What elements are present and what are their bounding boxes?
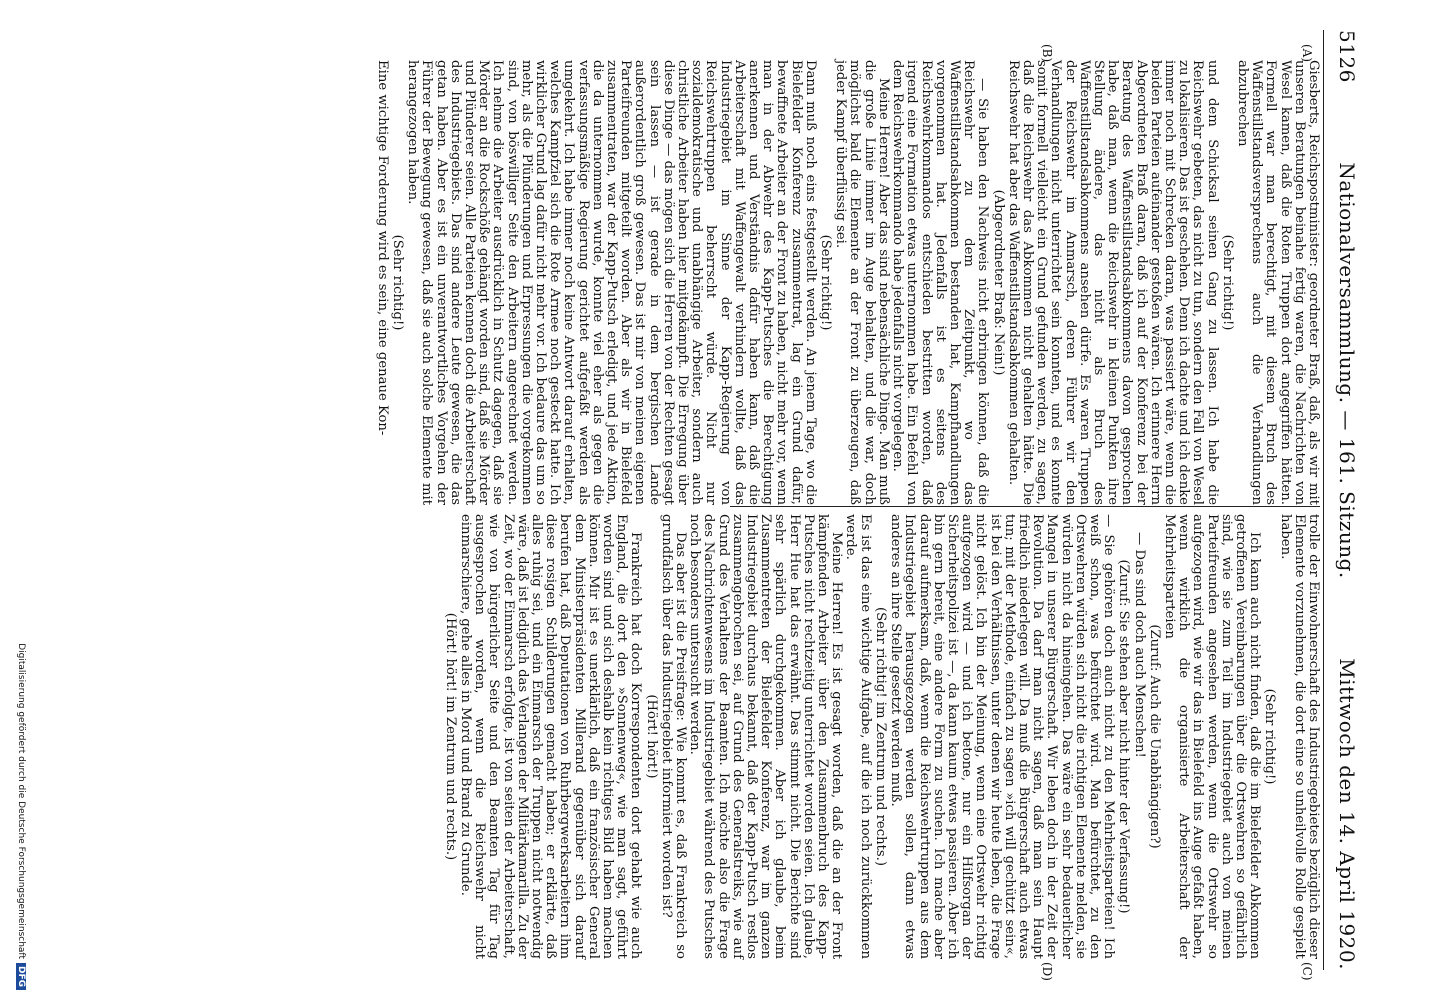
- paragraph: Eine wichtige Forderung wird es sein, eine genaue Kon-: [374, 60, 390, 436]
- interjection: (Hört! hört!): [643, 694, 659, 779]
- interjection: (Sehr richtig! im Zentrum und rechts.): [872, 606, 888, 866]
- interjection: (Abgeordneter Braß: Nein!): [990, 189, 1006, 376]
- header-rule: [1323, 30, 1324, 970]
- paragraph: Es ist das eine wichtige Aufgabe, auf die ich noch zurückkommen werde.: [843, 514, 873, 959]
- paragraph: trolle der Einwohnerschaft des Industriegebietes bezüglich dieser Elemente vorzunehmen, die dort eine so unheilvolle Rolle gespielt haben.: [1277, 514, 1321, 959]
- paragraph: — Sie haben den Nachweis nicht erbringen können, daß die Reichswehr zu dem Zeitpunkt, wo das Waffenstillstandsabkommen bestanden hat, Kampfhandlungen vorgenommen hat. Jedenfalls ist es seitens des Reichswehrkommandos entschieden bestritten worden, daß irgend eine Formation etwas unternommen habe. Ein Befehl von dem Reichswehrkommando habe jedenfalls nicht vorgelegen.: [890, 60, 991, 505]
- interjection: (Sehr richtig!): [390, 234, 405, 331]
- interjection: (Zuruf: Auch die Unabhängigen?): [1146, 624, 1162, 849]
- column-divider: [730, 506, 1320, 507]
- session-date: Mittwoch den 14. April 1920.: [1335, 658, 1359, 970]
- session-title: Nationalversammlung. — 161. Sitzung.: [1335, 162, 1359, 579]
- paragraph: Meine Herren! Aber das sind nebensächliche Dinge. Man muß die große Linie immer im Auge behalten, und die war, doch möglichst bald die Elemente an der Front zu überzeugen, daß jeder Kampf überflüssig sei.: [833, 60, 891, 505]
- left-column: [374, 60, 1321, 506]
- margin-marker-b: (B): [1040, 44, 1054, 63]
- paragraph: Giesberts, Reichspostminister: geordneter Braß, daß, als wir mit unseren Beratungen beinahe fertig waren, die Nachrichten von Wesel kamen, daß die Roten Truppen dort angegriffen hätten. Formell war man berechtigt, mit diesem Bruch des Waffenstillstandsversprechens auch die Verhandlungen abzubrechen: [1234, 60, 1321, 505]
- paragraph: Dann muß noch eins festgestellt werden. An jenem Tage, wo die Bielefelder Konferenz zusammentrat, lag ein Grund dafür, bewaffnete Arbeiter an der Front zu haben, nicht mehr vor, wenn man in der Abwehr des Kapp-Putsches die Berechtigung anerkennen und Verständnis dafür haben kann, daß die Arbeiterschaft mit Waffengewalt verhindern wollte, daß das Industriegebiet im Sinne der Kapp-Regierung von Reichswehrtruppen beherrscht würde. Nicht nur sozialdemokratische und unabhängige Arbeiter, sondern auch christliche Arbeiter haben hier mitgekämpft. Die Erregung über diese Dinge — das mögen sich die Herren von der Rechten gesagt sein lassen — ist gerade in dem bergischen Lande außerordentlich groß gewesen. Das ist mir von meinen eigenen Parteifreunden mitgeteilt worden. Aber als wir in Bielefeld zusammentraten, war der Kapp-Putsch erledigt, und jede Aktion, die da unternommen wurde, konnte viel eher als gegen die verfassungsmäßige Regierung gerichtet aufgefaßt werden als umgekehrt. Ich habe immer noch keine Antwort darauf erhalten, welches Kampfziel sich die Rote Armee noch gesteckt hatte. Ich wirklicher Grund lag dafür nicht mehr vor. Ich bedaure das um so mehr, als die Plünderungen und Erpressungen die vorgekommen sind, von böswilliger Seite den Arbeitern angerechnet werden. Ich nehme die Arbeiter ausdrücklich in Schutz dagegen, daß sie Mörder an die Rockschöße gehängt worden sind, daß sie Mörder und Plünderer seien. Alle Parteien kennen doch die Arbeiterschaft des Industriegebiets. Das sind andere Leute gewesen, die das getan haben. Aber es ist ein unverantwortliches Vorgehen der Führer der Bewegung gewesen, daß sie auch solche Elemente mit herangezogen haben.: [405, 60, 818, 506]
- paragraph: und dem Schicksal seinen Gang zu lassen. Ich habe die Reichswehr gebeten, das nicht zu tun, sondern den Fall von Wesel zu lokalisieren. Das ist geschehen. Denn ich dachte und ich denke immer noch mit Schrecken daran, was passiert wäre, wenn die beiden Parteien aufeinander gestoßen wären. Ich erinnere Herrn Abgeordneten Braß daran, daß ich auf der Konferenz bei der Beratung des Waffenstillstandsabkommens davon gesprochen habe, daß man, wenn die Reichswehr in kleinen Punkten ihre Stellung ändere, das nicht als Bruch des Waffenstillstandsabkommens ansehen dürfe. Es waren Truppen der Reichswehr im Anmarsch, deren Führer wir den Verhandlungen nicht unterrichtet sein konnten, und es konnte somit formell vielleicht ein Grund gefunden werden, zu sagen, daß die Reichswehr das Abkommen nicht gehalten hätte. Die Reichswehr hat aber das Waffenstillstandsabkommen gehalten.: [1005, 60, 1220, 505]
- right-column: [442, 514, 1321, 959]
- interjection: (Hört! hört! im Zentrum und rechts.): [442, 612, 458, 861]
- margin-marker-d: (D): [1040, 962, 1054, 981]
- credit-text: Digitalisierung gefördert durch die Deutsche Forschungsgemeinschaft: [16, 643, 26, 959]
- page-header: [1328, 30, 1366, 970]
- paragraph: Das aber ist die Preisfrage: Wie kommt es, daß Frankreich so grundfalsch über das Industriegebiet informiert worden ist?: [658, 514, 689, 959]
- digitization-credit: [16, 580, 26, 990]
- paragraph: Frankreich hat doch Korrespondenten dort gehabt wie auch England, die dort den »Sonnenweg«, wie man sagt, geführt worden sind und sich deshalb kein richtiges Bild haben machen können. Mir ist es unerklärlich, daß ein französischer General dem Ministerpräsidenten Millerand gegenüber sich darauf berufen hat, daß Deputationen von Ruhrbergwerksarbeitern ihm diese rosigen Schilderungen gemacht haben; er erklärte, daß alles ruhig sei, und ein Einmarsch der Truppen nicht notwendig wäre, daß ist lediglich das Verlangen der Militärkamarilla. Zu der Zeit, wo der Einmarsch erfolgte, ist von seiten der Arbeiterschaft, wie von bürgerlicher Seite und den Beamten Tag für Tag ausgesprochen worden, wenn die Reichswehr nicht einmarschiere, gehe alles in Mord und Brand zu Grunde.: [458, 514, 644, 959]
- interjection: (Sehr richtig!): [1262, 688, 1278, 785]
- margin-marker-c: (C): [1300, 962, 1314, 981]
- dfg-logo: DFG: [16, 963, 26, 990]
- margin-marker-a: (A): [1300, 44, 1314, 63]
- interjection: (Sehr richtig!): [1219, 234, 1235, 331]
- paragraph: — Sie gehören doch auch nicht zu den Mehrheitsparteien! Ich weiß schon, was befürchtet wird. Man befürchtet, zu den Ortswehren würden sich nicht die richtigen Elemente melden, sie würden nicht da hineingehen. Das wäre ein sehr bedauerlicher Mangel in unserer Bürgerschaft. Wir leben doch in der Zeit der Revolution. Da darf man nicht sagen, daß man sein Haupt friedlich niederlegen will. Da muß die Bürgerschaft auch etwas tun; mit der Methode, einfach zu sagen »ich will gechützt sein«, ist bei den Verhältnissen, unter denen wir heute leben, die Frage nicht gelöst. Ich bin der Meinung, wenn eine Ortswehr richtig aufgezogen wird — und ich betone, nur ein Hilfsorgan der Sicherheitspolizei ist —, da kann kaum etwas passieren. Aber ich bin gern bereit, eine andere Form zu suchen. Ich mache aber darauf aufmerksam, daß, wenn die Reichswehrtruppen aus dem Industriegebiet herausgezogen werden sollen, dann etwas anderes an ihre Stelle gesetzt werden muß.: [888, 514, 1117, 959]
- interjection: (Sehr richtig!): [818, 234, 834, 331]
- paragraph: — Das sind doch auch Menschen!: [1131, 532, 1147, 758]
- paragraph: Meine Herren! Es ist gesagt worden, daß die an der Front kämpfenden Arbeiter über den Zusammenbruch des Kapp-Putsches nicht rechtzeitig unterrichtet worden seien. Ich glaube, Herr Hue hat das erwähnt. Das stimmt nicht. Die Berichte sind sehr spärlich durchgekommen. Aber ich glaube, beim Zusammentreten der Bielefelder Konferenz, war im ganzen Industriegebiet durchaus bekannt, daß der Kapp-Putsch restlos zusammengebrochen sei, auf Grund des Generalstreiks, wie auf Grund des Verhaltens der Beamten. Ich möchte also die Frage des Nachrichtenwesens im Industriegebiet während des Putsches noch besonders untersucht werden.: [687, 514, 845, 959]
- page-number: 5126: [1335, 30, 1359, 83]
- paragraph: Ich kann auch nicht finden, daß die im Bielefelder Abkommen getroffenen Vereinbarungen über die Ortswehren so gefährlich sind, wie sie zum Teil im Industriegebiet auch von meinen Parteifreunden angesehen werden, wenn die Ortswehr so aufgezogen wird, wie wir das in Bielefeld ins Auge gefaßt haben, wenn wirklich die organisierte Arbeiterschaft der Mehrheitsparteien: [1161, 514, 1263, 959]
- interjection: (Zuruf: Sie stehen aber nicht hinter der Verfassung!): [1116, 559, 1132, 914]
